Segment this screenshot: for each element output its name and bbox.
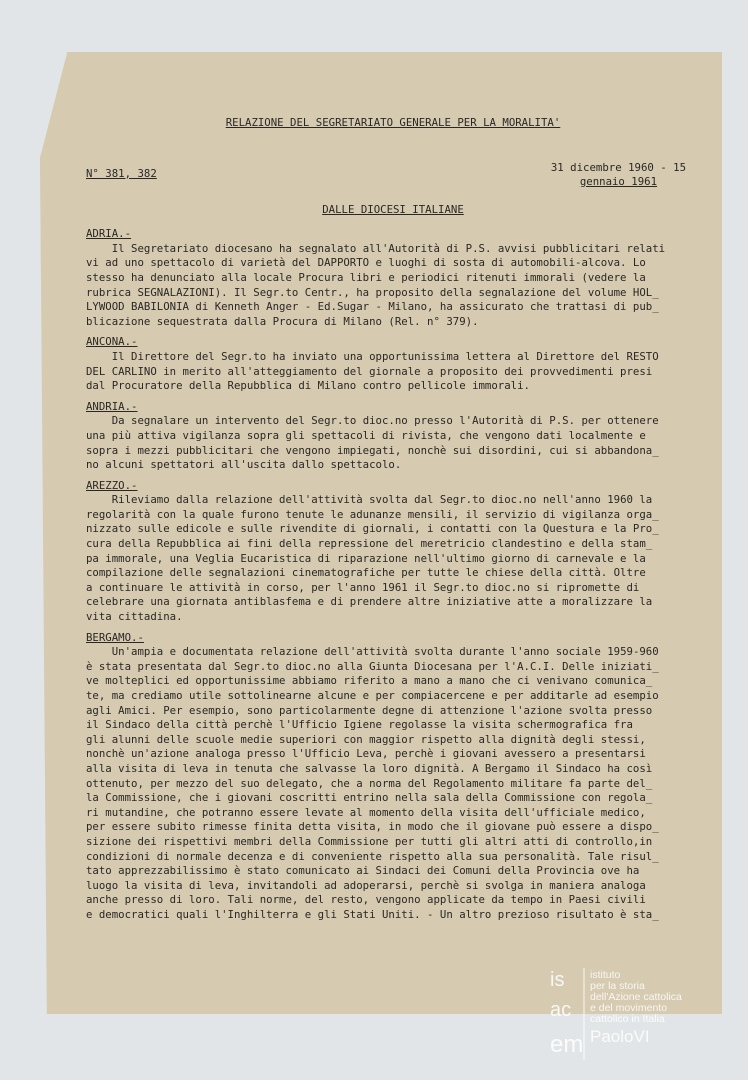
date-line-2: gennaio 1961	[579, 174, 658, 188]
section-heading: ANDRIA.-	[86, 399, 138, 413]
report-date	[551, 161, 686, 189]
section-text: Rileviamo dalla relazione dell'attività svolta dal Segr.to dioc.no nell'anno 1960 la regolarità con la quale furono tenute le adunanze mensili, il servizio di vigilanza orga_ nizzato sulle edicole e sulle rivendite di giornali, i contatti con la Questura e la Pro_ cura della Repubblica ai fini della repressione del meretricio clandestino e della stam_ pa immorale, una Veglia Eucaristica di riparazione nell'ultimo giorno di carnevale e la compilazione delle segnalazioni cinematografiche per tutte le chiese della città. Oltre a continuare le attività in corso, per l'anno 1961 il Segr.to dioc.no si ripromette di celebrare una giornata antiblasfema e di prendere altre iniziative atte a moralizzare la vita cittadina.	[86, 493, 659, 624]
section-bergamo	[86, 631, 700, 923]
section-adria	[86, 227, 700, 329]
svg-text:ac: ac	[550, 999, 572, 1021]
svg-text:is: is	[550, 969, 565, 991]
document-body	[86, 116, 700, 929]
isacem-logo-icon	[548, 966, 586, 1062]
section-text: Un'ampia e documentata relazione dell'attività svolta durante l'anno sociale 1959-960 è stata presentata dal Segr.to dioc.no alla Giunta Diocesana per l'A.C.I. Delle iniziati_ ve molteplici ed opportunissime abbiamo riferito a mano a mano che ci venivano comunica_ te, ma crediamo utile sottolinearne alcune e per compiacercene e per additarle ad esempio agli Amici. Per esempio, sono particolarmente degne di attenzione l'azione svolta presso il Sindaco della città perchè l'Ufficio Igiene regolasse la visita schermografica fra gli alunni delle scuole medie superiori con maggior rispetto alla dignità degli stessi, nonchè un'azione analoga presso l'Ufficio Leva, perchè i giovani avessero a presentarsi alla visita di leva in tenuta che salvasse la loro dignità. A Bergamo il Sindaco ha così ottenuto, per mezzo del suo delegato, che a norma del Regolamento militare fa parte del_ la Commissione, che i giovani coscritti entrino nella sala della Commissione con regola_ ri mutandine, che potranno essere levate al momento della visita dell'ufficiale medico, per essere subito rimesse finita detta visita, in modo che il giovane può essere a dispo_ sizione dei rispettivi membri della Commissione per tutti gli altri atti di controllo,in condizioni di normale decenza e di conveniente rispetto alla sua personalità. Tale risul_ tato apprezzabilissimo è stato comunicato ai Sindaci dei Comuni della Provincia ove ha luogo la visita di leva, invitandoli ad adoperarsi, perchè si svolga in maniera analoga anche presso di loro. Tali norme, del resto, vengono applicate da tempo in Paesi civili e democratici quali l'Inghilterra e gli Stati Uniti. - Un altro prezioso risultato è sta_	[86, 645, 659, 921]
section-heading: ANCONA.-	[86, 335, 138, 349]
section-subtitle: DALLE DIOCESI ITALIANE	[322, 202, 464, 216]
section-andria	[86, 400, 700, 473]
section-heading: ADRIA.-	[86, 227, 132, 241]
section-text: Da segnalare un intervento del Segr.to dioc.no presso l'Autorità di P.S. per ottenere una più attiva vigilanza sopra gli spettacoli di rivista, che vengono dati localmente e sopra i mezzi pubblicitari che vengono impiegati, nonchè sui disordini, cui si abbandona_ no alcuni spettatori all'uscita dallo spettacolo.	[86, 414, 659, 472]
watermark-line: istituto	[590, 969, 621, 981]
report-number: N° 381, 382	[86, 166, 157, 180]
watermark-text	[590, 970, 682, 1047]
date-line-1: 31 dicembre 1960 - 15	[550, 160, 686, 174]
archive-watermark	[548, 960, 738, 1070]
watermark-line: cattolico in Italia	[590, 1013, 665, 1025]
section-text: Il Direttore del Segr.to ha inviato una opportunissima lettera al Direttore del RESTO DEL CARLINO in merito all'atteggiamento del giornale a proposito dei provvedimenti presi dal Procuratore della Repubblica di Milano contro pellicole immorali.	[86, 349, 659, 393]
header-line	[86, 161, 700, 191]
document-title: RELAZIONE DEL SEGRETARIATO GENERALE PER LA MORALITA'	[225, 116, 561, 129]
watermark-paolovi: PaoloVI	[590, 1027, 650, 1046]
section-heading: BERGAMO.-	[86, 630, 144, 644]
svg-text:em: em	[550, 1031, 584, 1058]
section-text: Il Segretariato diocesano ha segnalato all'Autorità di P.S. avvisi pubblicitari relati vi ad uno spettacolo di varietà del DAPPORTO e luoghi di sosta di automobili-alcova. Lo stesso ha denunciato alla locale Procura libri e periodici ritenuti immorali (vedere la rubrica SEGNALAZIONI). Il Segr.to Centr., ha proposito della segnalazione del volume HOL_ LYWOOD BABILONIA di Kenneth Anger - Ed.Sugar - Milano, ha assicurato che trattasi di pub_ blicazione sequestrata dalla Procura di Milano (Rel. n° 379).	[86, 241, 666, 328]
section-ancona	[86, 335, 700, 393]
watermark-line: dell'Azione cattolica	[590, 991, 682, 1003]
section-heading: AREZZO.-	[86, 478, 138, 492]
section-arezzo	[86, 479, 700, 625]
watermark-line: per la storia	[590, 980, 645, 992]
watermark-line: e del movimento	[590, 1002, 668, 1014]
